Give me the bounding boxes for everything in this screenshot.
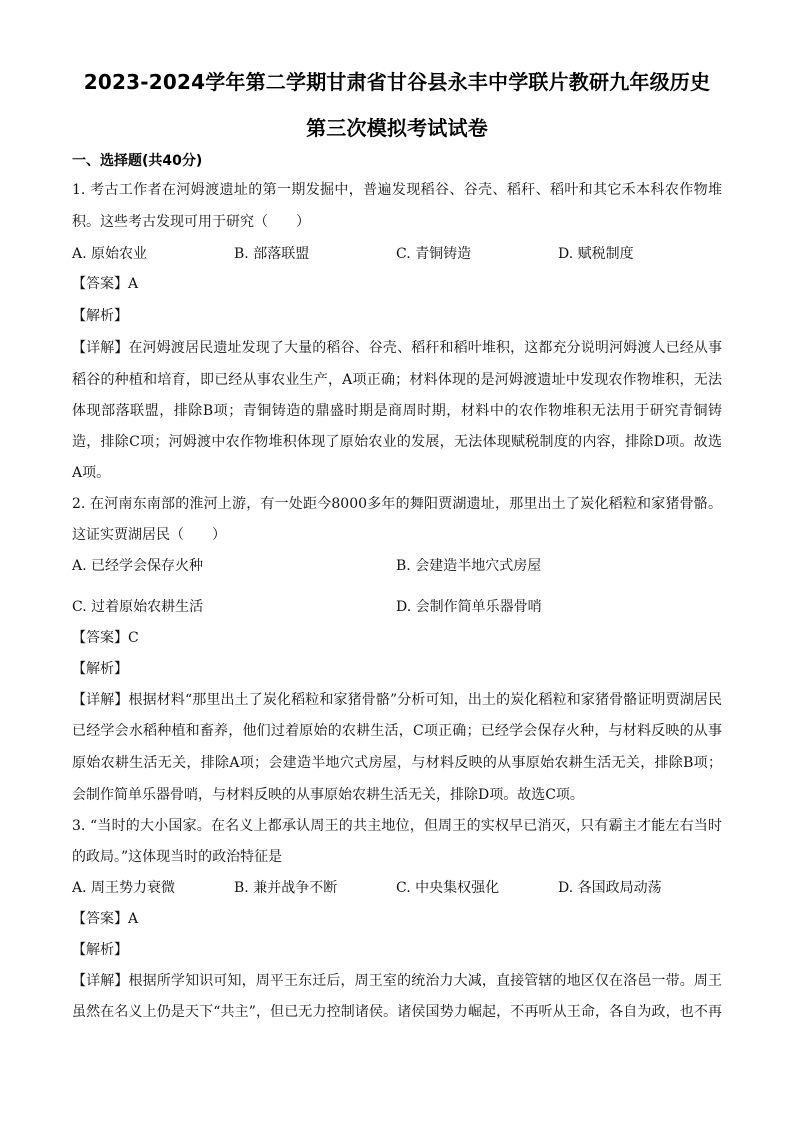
q2-option-d: D. 会制作简单乐器骨哨 (396, 599, 542, 615)
q1-option-c: C. 青铜铸造 (396, 246, 472, 262)
q1-option-a: A. 原始农业 (72, 246, 148, 262)
q1-stem-line2: 积。这些考古发现可用于研究（ ） (72, 214, 310, 230)
q3-detail-line1: 【详解】根据所学知识可知，周平王东迁后，周王室的统治力大减，直接管辖的地区仅在洛邑一带。周王 (72, 973, 722, 989)
q1-detail-line4: 造，排除C项；河姆渡中农作物堆积体现了原始农业的发展，无法体现赋税制度的内容，排除D项。故选 (72, 434, 722, 450)
q1-detail-line2: 稻谷的种植和培育，即已经从事农业生产，A项正确；材料体现的是河姆渡遗址中发现农作物堆积，无法 (72, 372, 722, 388)
q3-option-a: A. 周王势力衰微 (72, 880, 176, 896)
section-heading: 一、选择题(共40分) (72, 153, 203, 169)
q3-stem-line1: 3. “当时的大小国家。在名义上都承认周王的共主地位，但周王的实权早已消灭，只有霸主才能左右当时 (72, 818, 722, 834)
q2-detail-line2: 已经学会水稻种植和畜养，他们过着原始的农耕生活，C项正确；已经学会保存火种，与材料反映的从事 (72, 723, 722, 739)
exam-title-line2: 第三次模拟考试试卷 (306, 116, 488, 140)
q3-option-c: C. 中央集权强化 (396, 880, 500, 896)
q2-detail-line3: 原始农耕生活无关，排除A项；会建造半地穴式房屋，与材料反映的从事原始农耕生活无关，排除B项； (72, 755, 722, 771)
q1-option-d: D. 赋税制度 (558, 246, 634, 262)
q1-answer: 【答案】A (72, 276, 139, 292)
q3-detail-line2: 虽然在名义上仍是天下“共主”，但已无力控制诸侯。诸侯国势力崛起，不再听从王命，各自为政，也不再 (72, 1004, 722, 1020)
q1-detail-line1: 【详解】在河姆渡居民遗址发现了大量的稻谷、谷壳、稻秆和稻叶堆积，这都充分说明河姆渡人已经从事 (72, 340, 722, 356)
q3-analysis-label: 【解析】 (72, 942, 128, 958)
q3-answer: 【答案】A (72, 911, 139, 927)
q2-option-a: A. 已经学会保存火种 (72, 558, 204, 574)
q2-detail-line1: 【详解】根据材料“那里出土了炭化稻粒和家猪骨骼”分析可知，出土的炭化稻粒和家猪骨骼证明贾湖居民 (72, 692, 722, 708)
q3-option-b: B. 兼并战争不断 (234, 880, 338, 896)
exam-title-line1: 2023-2024学年第二学期甘肃省甘谷县永丰中学联片教研九年级历史 (83, 70, 711, 94)
q3-option-d: D. 各国政局动荡 (558, 880, 662, 896)
q2-option-c: C. 过着原始农耕生活 (72, 599, 204, 615)
q1-analysis-label: 【解析】 (72, 308, 128, 324)
q1-option-b: B. 部落联盟 (234, 246, 310, 262)
q2-stem-line2: 这证实贾湖居民（ ） (72, 527, 226, 543)
q2-analysis-label: 【解析】 (72, 661, 128, 677)
q2-option-b: B. 会建造半地穴式房屋 (396, 558, 542, 574)
q1-stem-line1: 1. 考古工作者在河姆渡遗址的第一期发掘中，普遍发现稻谷、谷壳、稻秆、稻叶和其它禾本科农作物堆 (72, 182, 722, 198)
q1-detail-line3: 体现部落联盟，排除B项；青铜铸造的鼎盛时期是商周时期，材料中的农作物堆积无法用于研究青铜铸 (72, 403, 722, 419)
q3-stem-line2: 的政局。”这体现当时的政治特征是 (72, 849, 283, 865)
q1-detail-line5: A项。 (72, 465, 111, 481)
q2-detail-line4: 会制作简单乐器骨哨，与材料反映的从事原始农耕生活无关，排除D项。故选C项。 (72, 787, 584, 803)
q2-answer: 【答案】C (72, 630, 139, 646)
q2-stem-line1: 2. 在河南东南部的淮河上游，有一处距今8000多年的舞阳贾湖遗址，那里出土了炭化稻粒和家猪骨骼。 (72, 496, 722, 512)
